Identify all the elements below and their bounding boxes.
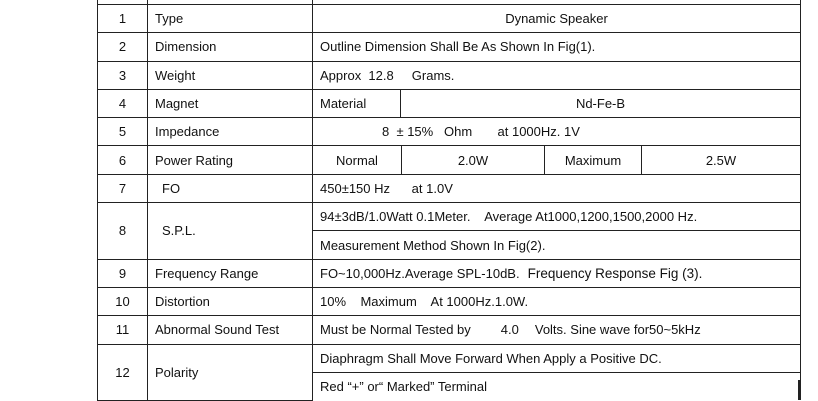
- row-number: 8: [98, 203, 148, 260]
- maximum-value: 2.5W: [642, 146, 801, 173]
- item-label: Power Rating: [148, 146, 313, 174]
- item-value-cell: [313, 89, 801, 117]
- table-row: [98, 174, 801, 202]
- item-value-detail: Volts. Sine wave for50~5kHz: [534, 322, 701, 338]
- item-value: Red “+” or“ Marked” Terminal: [313, 372, 801, 400]
- table-row: [98, 89, 801, 117]
- row-number: 10: [98, 287, 148, 315]
- item-label: FO: [148, 174, 313, 202]
- material-value: Nd-Fe-B: [401, 90, 801, 117]
- item-label: Magnet: [148, 89, 313, 117]
- table-row: [98, 146, 801, 174]
- table-row: [98, 5, 801, 33]
- item-value: Dynamic Speaker: [313, 5, 801, 33]
- row-number: 12: [98, 344, 148, 400]
- item-value: Diaphragm Shall Move Forward When Apply a Positive DC.: [313, 344, 801, 372]
- item-label: Dimension: [148, 33, 313, 61]
- item-label: S.P.L.: [148, 203, 313, 260]
- table-row: [98, 344, 801, 372]
- item-value: 8 ± 15% Ohm at 1000Hz. 1V: [313, 118, 801, 146]
- item-value-figure: Frequency Response Fig (3).: [527, 265, 703, 281]
- item-value: 450±150 Hz at 1.0V: [313, 174, 801, 202]
- table-row: [98, 203, 801, 231]
- item-value: FO~10,000Hz.Average SPL-10dB.: [320, 265, 520, 281]
- item-value-cell: [313, 316, 801, 344]
- normal-value: 2.0W: [402, 146, 545, 173]
- table-row: [98, 118, 801, 146]
- row-number: 1: [98, 5, 148, 33]
- maximum-label: Maximum: [545, 146, 642, 173]
- item-value-cell: [313, 146, 801, 174]
- item-label: Abnormal Sound Test: [148, 316, 313, 344]
- edge-mark: [798, 380, 800, 400]
- item-value: Approx 12.8 Grams.: [313, 61, 801, 89]
- item-value: 94±3dB/1.0Watt 0.1Meter. Average At1000,1200,1500,2000 Hz.: [313, 203, 801, 231]
- row-number: 7: [98, 174, 148, 202]
- table-row: [98, 33, 801, 61]
- item-label: Frequency Range: [148, 259, 313, 287]
- row-number: 6: [98, 146, 148, 174]
- test-voltage: 4.0: [500, 322, 519, 338]
- item-value: Outline Dimension Shall Be As Shown In Fig(1).: [313, 33, 801, 61]
- row-number: 4: [98, 89, 148, 117]
- spec-table: [97, 0, 801, 401]
- item-label: Impedance: [148, 118, 313, 146]
- row-number: 3: [98, 61, 148, 89]
- table-row: [98, 287, 801, 315]
- item-label: Polarity: [148, 344, 313, 400]
- row-number: 2: [98, 33, 148, 61]
- item-label: Distortion: [148, 287, 313, 315]
- item-value: Measurement Method Shown In Fig(2).: [313, 231, 801, 259]
- material-label: Material: [320, 96, 367, 112]
- row-number: 5: [98, 118, 148, 146]
- row-number: 11: [98, 316, 148, 344]
- item-value: 10% Maximum At 1000Hz.1.0W.: [313, 287, 801, 315]
- normal-label: Normal: [336, 152, 378, 168]
- table-row: [98, 316, 801, 344]
- item-value: Must be Normal Tested by: [320, 322, 471, 338]
- item-label: Weight: [148, 61, 313, 89]
- row-number: 9: [98, 259, 148, 287]
- table-row: [98, 259, 801, 287]
- table-row: [98, 61, 801, 89]
- item-value-cell: [313, 259, 801, 287]
- item-label: Type: [148, 5, 313, 33]
